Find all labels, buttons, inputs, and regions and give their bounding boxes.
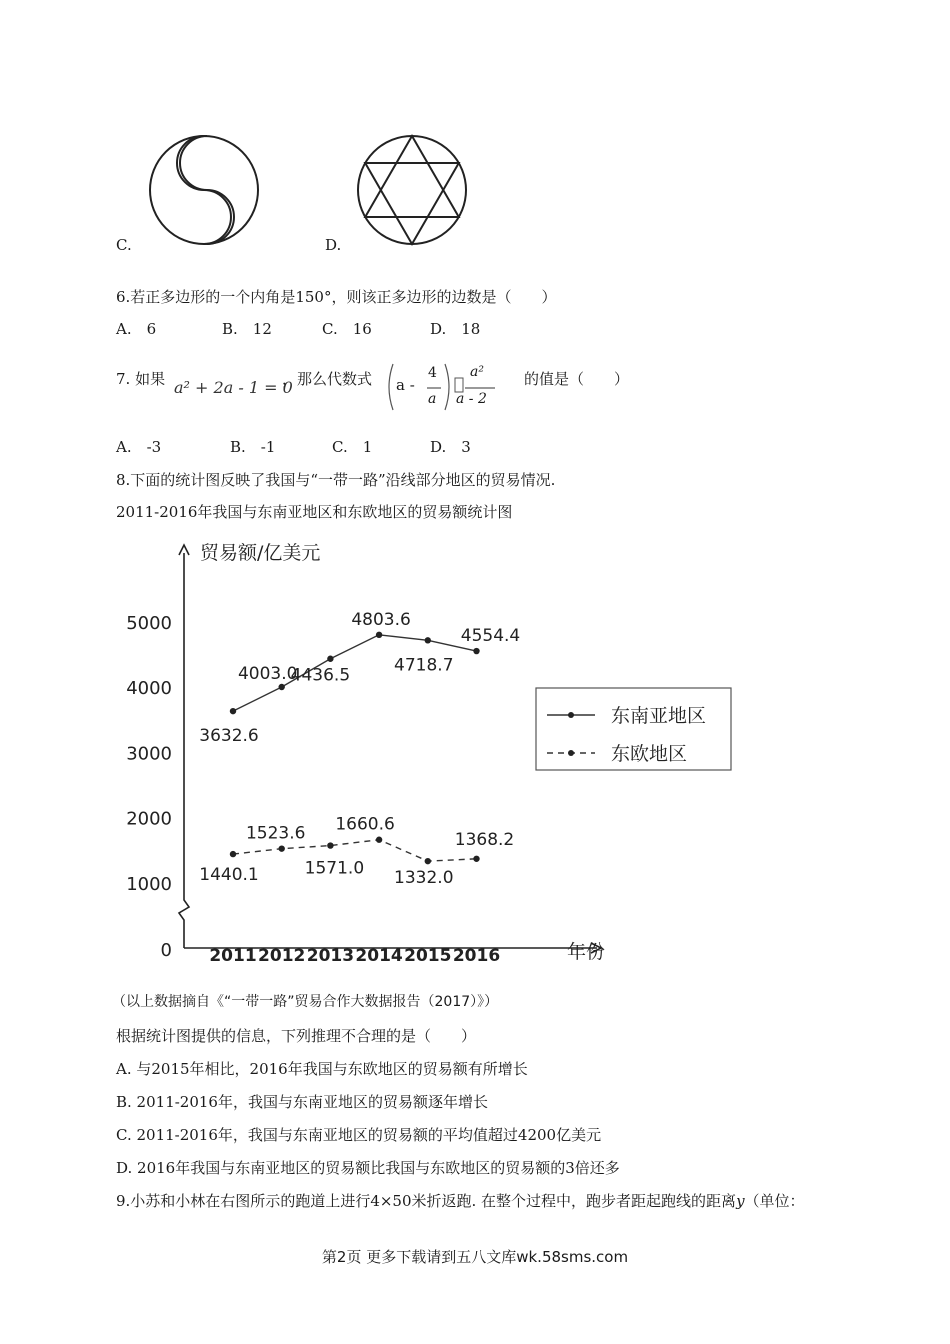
data-label: 4554.4 bbox=[460, 626, 521, 647]
data-point bbox=[473, 856, 479, 862]
x-tick-label: 2014 bbox=[355, 946, 403, 966]
data-point bbox=[230, 851, 236, 857]
data-point bbox=[425, 858, 431, 864]
data-label: 3632.6 bbox=[199, 726, 259, 747]
hexagram-in-circle-icon bbox=[350, 128, 475, 253]
y-tick-label: 5000 bbox=[126, 613, 172, 634]
data-label: 4718.7 bbox=[394, 655, 454, 676]
data-point bbox=[327, 842, 333, 848]
yin-yang-outline-icon bbox=[140, 128, 270, 253]
data-point bbox=[425, 637, 431, 643]
legend-label: 东欧地区 bbox=[611, 743, 688, 765]
data-point bbox=[327, 656, 333, 662]
legend-marker bbox=[568, 712, 574, 718]
q7-option-b: B. -1 bbox=[230, 438, 276, 456]
q7-equation: a² + 2a - 1 = 0 bbox=[174, 378, 293, 397]
q8-source: （以上数据摘自《“一带一路”贸易合作大数据报告（2017）》） bbox=[112, 994, 499, 1010]
q9-tail: （单位： bbox=[744, 1192, 805, 1210]
q7-frac2-den: a - 2 bbox=[456, 391, 487, 407]
y-tick-label: 4000 bbox=[126, 678, 172, 700]
y-axis bbox=[179, 553, 189, 948]
q8-option-d: D. 2016年我国与东南亚地区的贸易额比我国与东欧地区的贸易额的3倍还多 bbox=[116, 1159, 620, 1177]
option-c-label: C. bbox=[116, 236, 132, 254]
y-tick-label: 3000 bbox=[126, 743, 172, 765]
q7-option-a: A. -3 bbox=[116, 438, 162, 456]
x-tick-label: 2015 bbox=[404, 946, 452, 966]
q8-question: 根据统计图提供的信息，下列推理不合理的是（ ） bbox=[116, 1027, 477, 1045]
q6-option-b: B. 12 bbox=[222, 320, 272, 338]
q6-option-c: C. 16 bbox=[322, 320, 372, 338]
y-tick-label: 2000 bbox=[126, 808, 172, 830]
q7-prefix: 7. 如果 bbox=[116, 370, 166, 388]
option-d-label: D. bbox=[325, 236, 342, 254]
trade-line-chart bbox=[120, 535, 707, 975]
q6-stem: 6.若正多边形的一个内角是150°，则该正多边形的边数是（ ） bbox=[116, 288, 557, 306]
q6-option-a: A. 6 bbox=[116, 320, 157, 338]
chart-legend bbox=[536, 688, 731, 770]
q8-stem: 8.下面的统计图反映了我国与“一带一路”沿线部分地区的贸易情况. bbox=[116, 471, 556, 489]
data-label: 4003.0 bbox=[237, 664, 298, 685]
x-axis-title: 年份 bbox=[567, 941, 606, 963]
data-label: 1571.0 bbox=[304, 858, 365, 879]
q7-suffix: 的值是（ ） bbox=[524, 370, 630, 388]
q7-mid: ，那么代数式 bbox=[282, 370, 373, 388]
data-label: 1660.6 bbox=[335, 814, 395, 835]
q8-option-b: B. 2011-2016年，我国与东南亚地区的贸易额逐年增长 bbox=[116, 1093, 488, 1111]
q8-chart-title: 2011-2016年我国与东南亚地区和东欧地区的贸易额统计图 bbox=[116, 503, 513, 521]
data-label: 4436.5 bbox=[290, 665, 351, 686]
y-tick-label: 1000 bbox=[126, 873, 172, 895]
data-label: 1440.1 bbox=[199, 865, 259, 886]
q9-var: y bbox=[736, 1192, 745, 1210]
x-tick-label: 2012 bbox=[258, 946, 306, 966]
data-label: 4803.6 bbox=[351, 609, 411, 630]
x-tick-label: 2013 bbox=[306, 946, 355, 966]
q6-option-d: D. 18 bbox=[430, 320, 481, 338]
data-point bbox=[376, 632, 382, 638]
y-tick-label: 0 bbox=[160, 940, 172, 961]
q8-option-a: A. 与2015年相比，2016年我国与东欧地区的贸易额有所增长 bbox=[116, 1060, 528, 1078]
legend-label: 东南亚地区 bbox=[611, 705, 707, 727]
q7-frac2-num: a² bbox=[470, 364, 484, 380]
legend-marker bbox=[568, 750, 574, 756]
q9-stem bbox=[116, 1190, 805, 1211]
q7-frac1-den: a bbox=[428, 391, 437, 407]
q7-option-c: C. 1 bbox=[332, 438, 373, 456]
data-point bbox=[376, 837, 382, 843]
data-point bbox=[473, 648, 479, 654]
data-point bbox=[279, 845, 285, 851]
data-label: 1332.0 bbox=[394, 868, 454, 889]
page-footer: 第2页 更多下载请到五八文库wk.58sms.com bbox=[321, 1248, 629, 1266]
y-axis-title: 贸易额/亿美元 bbox=[200, 542, 321, 564]
q9-stem-text: 9.小苏和小林在右图所示的跑道上进行4×50米折返跑. 在整个过程中，跑步者距起跑线的距离 bbox=[116, 1192, 737, 1210]
q7-frac1-num: 4 bbox=[428, 365, 437, 381]
data-label: 1368.2 bbox=[454, 829, 515, 850]
data-point bbox=[279, 684, 285, 690]
q8-option-c: C. 2011-2016年，我国与东南亚地区的贸易额的平均值超过4200亿美元 bbox=[116, 1126, 602, 1144]
data-point bbox=[230, 708, 236, 714]
x-tick-label: 2011 bbox=[209, 946, 257, 966]
q7-expr-a: a - bbox=[396, 376, 415, 394]
x-tick-label: 2016 bbox=[452, 946, 501, 966]
data-label: 1523.6 bbox=[245, 823, 306, 844]
q7-option-d: D. 3 bbox=[430, 438, 471, 456]
